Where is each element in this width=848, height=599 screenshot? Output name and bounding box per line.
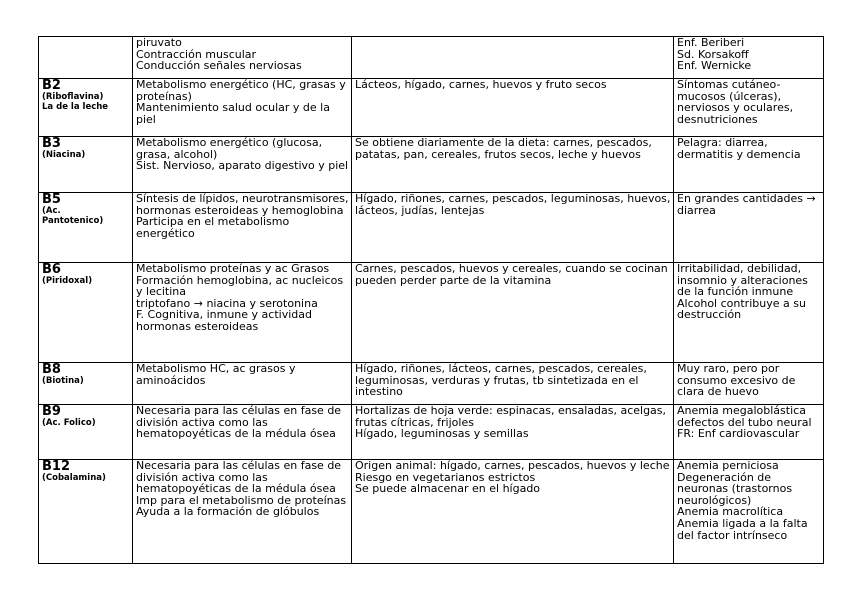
- vitamin-cell: [39, 193, 133, 263]
- function-line: Metabolismo HC, ac grasos y aminoácidos: [136, 362, 296, 387]
- table-row: [39, 263, 824, 363]
- deficiency-line: Anemia perniciosa: [677, 459, 779, 472]
- function-line: Formación hemoglobina, ac nucleicos y lecitina: [136, 273, 344, 299]
- functions-cell: [133, 363, 352, 405]
- functions-cell: [133, 79, 352, 137]
- vitamin-name: B2: [42, 78, 61, 93]
- vitamin-cell: [39, 363, 133, 405]
- sources-cell: [352, 193, 674, 263]
- deficiency-line: Pelagra: diarrea, dermatitis y demencia: [677, 136, 801, 161]
- deficiency-line: Síntomas cutáneo-mucosos (úlceras), nerviosos y oculares, desnutriciones: [677, 78, 794, 126]
- deficiency-cell: [674, 405, 824, 460]
- table-row: [39, 363, 824, 405]
- source-line: Hígado, riñones, lácteos, carnes, pescados, cereales, leguminosas, verduras y frutas, tb sintetizada en el intestino: [355, 362, 647, 399]
- source-line: Hortalizas de hoja verde: espinacas, ensaladas, acelgas, frutas cítricas, frijoles: [355, 404, 667, 429]
- function-line: Síntesis de lípidos, neurotransmisores, hormonas esteroideas y hemoglobina: [136, 192, 349, 217]
- vitamin-name: B3: [42, 136, 61, 151]
- deficiency-cell: [674, 363, 824, 405]
- vitamin-name: B9: [42, 404, 61, 419]
- vitamin-cell: [39, 37, 133, 79]
- functions-cell: [133, 263, 352, 363]
- functions-cell: [133, 460, 352, 564]
- function-line: Necesaria para las células en fase de división activa como las hematopoyéticas de la médula ósea: [136, 404, 342, 441]
- deficiency-line: Degeneración de neuronas (trastornos neurológicos): [677, 470, 793, 507]
- deficiency-cell: [674, 37, 824, 79]
- sources-cell: [352, 363, 674, 405]
- deficiency-line: Irritabilidad, debilidad, insomnio y alteraciones de la función inmune: [677, 262, 808, 299]
- function-line: Imp para el metabolismo de proteínas: [136, 493, 347, 507]
- sources-cell: [352, 37, 674, 79]
- vitamin-subtitle: La de la leche: [42, 102, 109, 112]
- table-row: [39, 137, 824, 193]
- deficiency-cell: [674, 137, 824, 193]
- source-line: Origen animal: hígado, carnes, pescados, huevos y leche: [355, 459, 670, 472]
- vitamin-table-body: [39, 37, 824, 564]
- vitamin-name: B5: [42, 192, 61, 207]
- table-row: [39, 79, 824, 137]
- deficiency-cell: [674, 460, 824, 564]
- deficiency-line: En grandes cantidades → diarrea: [677, 192, 816, 217]
- vitamin-cell: [39, 79, 133, 137]
- function-line: Metabolismo energético (HC, grasas y proteínas): [136, 78, 346, 103]
- vitamin-subtitle: (Niacina): [42, 150, 86, 160]
- vitamin-subtitle: Pantotenico): [42, 216, 104, 226]
- source-line: Lácteos, hígado, carnes, huevos y fruto secos: [355, 78, 607, 91]
- deficiency-line: FR: Enf cardiovascular: [677, 427, 800, 441]
- table-row: [39, 405, 824, 460]
- source-line: Carnes, pescados, huevos y cereales, cuando se cocinan pueden perder parte de la vitamina: [355, 262, 668, 287]
- vitamin-subtitle: (Ac. Folico): [42, 418, 96, 428]
- deficiency-line: Enf. Beriberi: [677, 36, 745, 49]
- deficiency-cell: [674, 263, 824, 363]
- deficiency-line: Sd. Korsakoff: [677, 47, 749, 61]
- vitamin-subtitle: (Piridoxal): [42, 276, 93, 286]
- deficiency-line: Anemia macrolítica: [677, 505, 784, 519]
- deficiency-line: Alcohol contribuye a su destrucción: [677, 296, 806, 322]
- function-line: Sist. Nervioso, aparato digestivo y piel: [136, 159, 349, 173]
- vitamin-cell: [39, 263, 133, 363]
- vitamin-subtitle: (Biotina): [42, 376, 84, 386]
- source-line: Se obtiene diariamente de la dieta: carnes, pescados, patatas, pan, cereales, frutos secos, leche y huevos: [355, 136, 652, 161]
- function-line: Necesaria para las células en fase de división activa como las hematopoyéticas de la médula ósea: [136, 459, 342, 496]
- functions-cell: [133, 193, 352, 263]
- function-line: Mantenimiento salud ocular y de la piel: [136, 101, 330, 126]
- sources-cell: [352, 79, 674, 137]
- vitamin-cell: [39, 137, 133, 193]
- table-row: [39, 37, 824, 79]
- vitamin-subtitle: (Cobalamina): [42, 473, 106, 483]
- source-line: Hígado, leguminosas y semillas: [355, 427, 529, 441]
- functions-cell: [133, 137, 352, 193]
- deficiency-line: Anemia megaloblástica defectos del tubo neural: [677, 404, 812, 429]
- deficiency-cell: [674, 79, 824, 137]
- vitamin-name: B12: [42, 459, 70, 474]
- function-line: Metabolismo proteínas y ac Grasos: [136, 262, 330, 275]
- table-row: [39, 193, 824, 263]
- function-line: F. Cognitiva, inmune y actividad hormonas esteroideas: [136, 308, 312, 333]
- functions-cell: [133, 405, 352, 460]
- function-line: Conducción señales nerviosas: [136, 59, 302, 73]
- sources-cell: [352, 263, 674, 363]
- function-line: Metabolismo energético (glucosa, grasa, alcohol): [136, 136, 323, 161]
- vitamin-name: B6: [42, 262, 61, 277]
- vitamin-name: B8: [42, 362, 61, 377]
- deficiency-line: Enf. Wernicke: [677, 59, 752, 73]
- functions-cell: [133, 37, 352, 79]
- function-line: triptofano → niacina y serotonina: [136, 296, 318, 310]
- vitamin-cell: [39, 405, 133, 460]
- vitamin-table: [38, 36, 824, 564]
- sources-cell: [352, 405, 674, 460]
- vitamin-subtitle: (Riboflavina): [42, 92, 104, 102]
- function-line: Participa en el metabolismo energético: [136, 215, 290, 240]
- function-line: Ayuda a la formación de glóbulos: [136, 505, 320, 519]
- vitamin-subtitle: (Ac.: [42, 206, 61, 216]
- vitamin-cell: [39, 460, 133, 564]
- source-line: Hígado, riñones, carnes, pescados, leguminosas, huevos, lácteos, judías, lentejas: [355, 192, 671, 217]
- sources-cell: [352, 460, 674, 564]
- function-line: piruvato: [136, 36, 182, 49]
- deficiency-cell: [674, 193, 824, 263]
- sources-cell: [352, 137, 674, 193]
- table-row: [39, 460, 824, 564]
- deficiency-line: Anemia ligada a la falta del factor intrínseco: [677, 516, 808, 542]
- source-line: Riesgo en vegetarianos estrictos: [355, 470, 536, 484]
- function-line: Contracción muscular: [136, 47, 257, 61]
- deficiency-line: Muy raro, pero por consumo excesivo de clara de huevo: [677, 362, 796, 399]
- source-line: Se puede almacenar en el hígado: [355, 482, 541, 496]
